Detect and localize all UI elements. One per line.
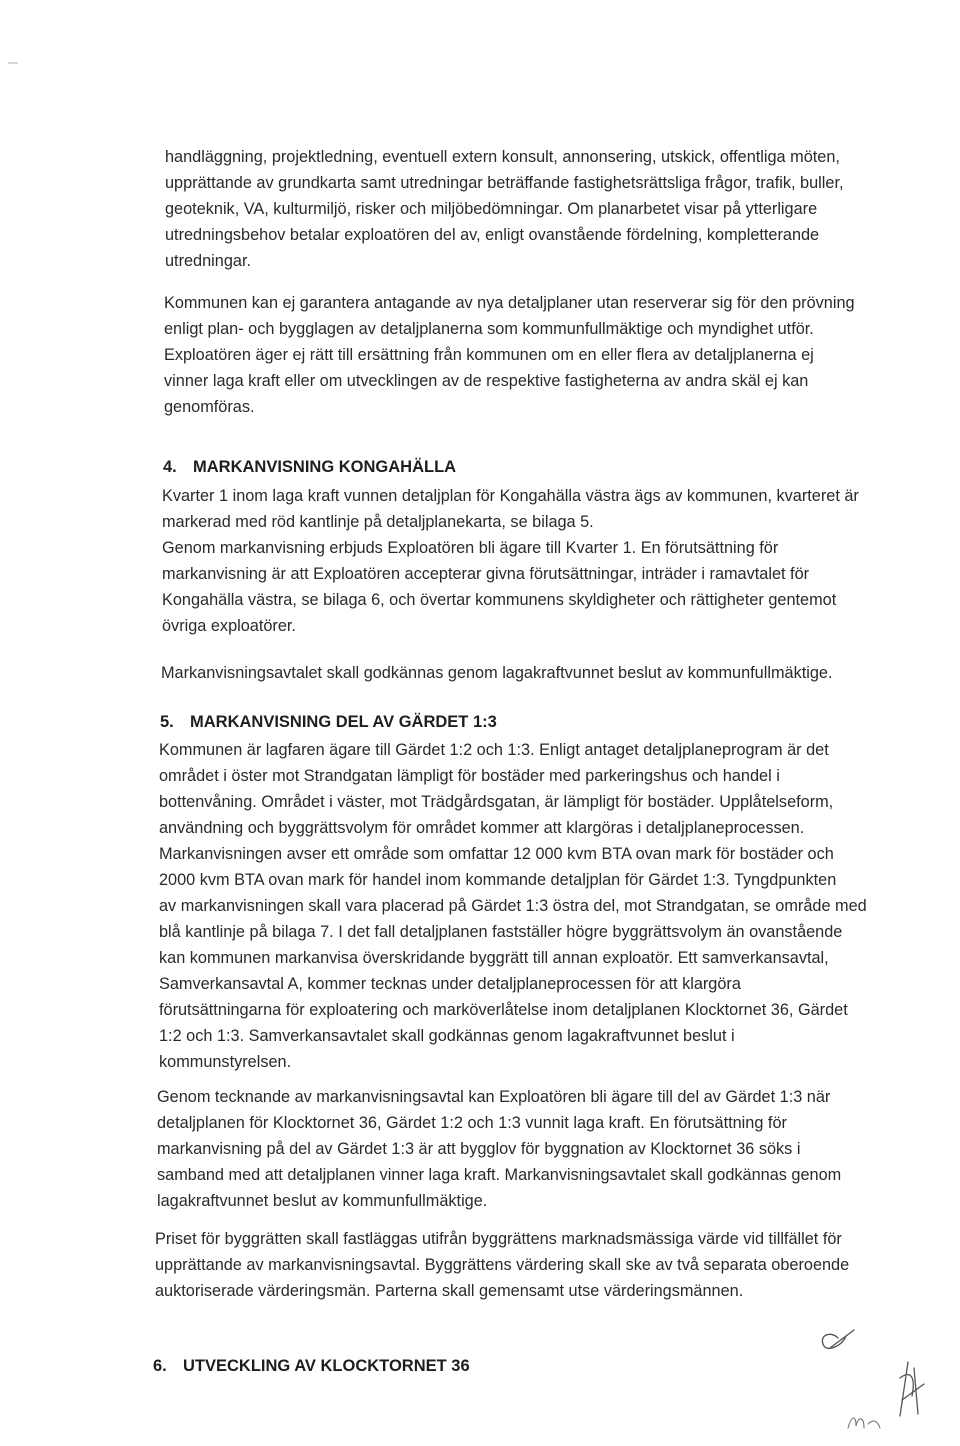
- initial-signature-2: [900, 1362, 924, 1416]
- text-line: utredningar.: [165, 252, 251, 270]
- paragraph-planning-costs: [165, 144, 844, 274]
- text-line: markerad med röd kantlinje på detaljplanekarta, se bilaga 5.: [162, 513, 594, 531]
- section-heading-6: [153, 1357, 470, 1376]
- text-line: Priset för byggrätten skall fastläggas utifrån byggrättens marknadsmässiga värde vid tillfället för: [155, 1230, 842, 1248]
- text-line: utredningsbehov betalar exploatören del av, enligt ovanstående fördelning, kompletterande: [165, 226, 820, 244]
- text-line: enligt plan- och bygglagen av detaljplanerna som kommunfullmäktige och myndighet utför.: [164, 320, 814, 338]
- text-line: detaljplanen för Klocktornet 36, Gärdet 1:2 och 1:3 vunnit laga kraft. En förutsättning för: [157, 1114, 787, 1132]
- text-line: kommunstyrelsen.: [159, 1053, 292, 1071]
- section-number: 6.: [153, 1357, 167, 1375]
- text-line: genomföras.: [164, 398, 255, 416]
- text-line: av markanvisningen skall vara placerad på Gärdet 1:3 östra del, mot Strandgatan, se område med: [159, 897, 867, 915]
- text-line: Kommunen kan ej garantera antagande av nya detaljplaner utan reserverar sig för den prövning: [164, 294, 855, 312]
- text-line: 2000 kvm BTA ovan mark för handel inom kommande detaljplan för Gärdet 1:3. Tyngdpunkten: [159, 871, 837, 889]
- text-line: samband med att detaljplanen vinner laga kraft. Markanvisningsavtalet skall godkännas genom: [157, 1166, 842, 1184]
- section-number: 4.: [163, 458, 177, 476]
- section-title: MARKANVISNING DEL AV GÄRDET 1:3: [190, 713, 497, 731]
- paragraph-price: [155, 1226, 849, 1304]
- text-line: markanvisning på del av Gärdet 1:3 är att bygglov för byggnation av Klocktornet 36 söks i: [157, 1140, 801, 1158]
- text-line: upprättande av markanvisningsavtal. Byggrättens värdering skall ske av två separata oberoende: [155, 1256, 850, 1274]
- text-line: 1:2 och 1:3. Samverkansavtalet skall godkännas genom lagakraftvunnet beslut i: [159, 1027, 735, 1045]
- handwritten-initials: [790, 1318, 940, 1438]
- paragraph-gardet: [159, 737, 867, 1075]
- text-line: Genom tecknande av markanvisningsavtal kan Exploatören bli ägare till del av Gärdet 1:3 när: [157, 1088, 831, 1106]
- text-line: Kommunen är lagfaren ägare till Gärdet 1:2 och 1:3. Enligt antaget detaljplaneprogram är det: [159, 741, 829, 759]
- text-line: förutsättningarna för exploatering och marköverlåtelse inom detaljplanen Klocktornet 36, Gärdet: [159, 1001, 848, 1019]
- text-line: blå kantlinje på bilaga 7. I det fall detaljplanen fastställer högre byggrättsvolym än ovanstående: [159, 923, 843, 941]
- text-line: Kongahälla västra, se bilaga 6, och övertar kommunens skyldigheter och rättigheter gentemot: [162, 591, 837, 609]
- text-line: upprättande av grundkarta samt utredningar beträffande fastighetsrättsliga frågor, trafik, buller,: [165, 174, 844, 192]
- text-line: övriga exploatörer.: [162, 617, 296, 635]
- text-line: markanvisning är att Exploatören accepterar givna förutsättningar, inträder i ramavtalet för: [162, 565, 810, 583]
- text-line: kan kommunen markanvisa överskridande byggrätt till annan exploatör. Ett samverkansavtal,: [159, 949, 829, 967]
- text-line: Kvarter 1 inom laga kraft vunnen detaljplan för Kongahälla västra ägs av kommunen, kvarteret är: [162, 487, 859, 505]
- text-line: auktoriserade värderingsmän. Parterna skall gemensamt utse värderingsmännen.: [155, 1282, 744, 1300]
- text-line: handläggning, projektledning, eventuell extern konsult, annonsering, utskick, offentliga möten,: [165, 148, 840, 166]
- scan-artifact: [8, 62, 18, 64]
- paragraph-no-guarantee: [164, 290, 855, 420]
- text-line: lagakraftvunnet beslut av kommunfullmäktige.: [157, 1192, 488, 1210]
- section-number: 5.: [160, 713, 174, 731]
- text-line: geoteknik, VA, kulturmiljö, risker och miljöbedömningar. Om planarbetet visar på ytterligare: [165, 200, 818, 218]
- text-line: Markanvisningsavtalet skall godkännas genom lagakraftvunnet beslut av kommunfullmäktige.: [161, 664, 833, 682]
- text-line: bottenvåning. Området i väster, mot Trädgårdsgatan, är lämpligt för bostäder. Upplåtelseform,: [159, 793, 834, 811]
- text-line: användning och byggrättsvolym för området kommer att klargöras i detaljplaneprocessen.: [159, 819, 805, 837]
- text-line: vinner laga kraft eller om utvecklingen av de respektive fastigheterna av andra skäl ej kan: [164, 372, 809, 390]
- initial-signature-1: [822, 1330, 854, 1348]
- section-title: UTVECKLING AV KLOCKTORNET 36: [183, 1357, 470, 1375]
- paragraph-kongahalla: [162, 483, 859, 639]
- text-line: Markanvisningen avser ett område som omfattar 12 000 kvm BTA ovan mark för bostäder och: [159, 845, 834, 863]
- section-heading-4: [163, 458, 456, 477]
- initial-signature-3: [848, 1418, 880, 1428]
- text-line: Exploatören äger ej rätt till ersättning från kommunen om en eller flera av detaljplanerna ej: [164, 346, 814, 364]
- paragraph-agreement: [157, 1084, 841, 1214]
- paragraph-approval: [161, 660, 833, 686]
- section-heading-5: [160, 713, 497, 732]
- section-title: MARKANVISNING KONGAHÄLLA: [193, 458, 457, 476]
- text-line: Genom markanvisning erbjuds Exploatören bli ägare till Kvarter 1. En förutsättning för: [162, 539, 779, 557]
- text-line: området i öster mot Strandgatan lämpligt för bostäder med parkeringshus och handel i: [159, 767, 780, 785]
- text-line: Samverkansavtal A, kommer tecknas under detaljplaneprocessen för att klargöra: [159, 975, 741, 993]
